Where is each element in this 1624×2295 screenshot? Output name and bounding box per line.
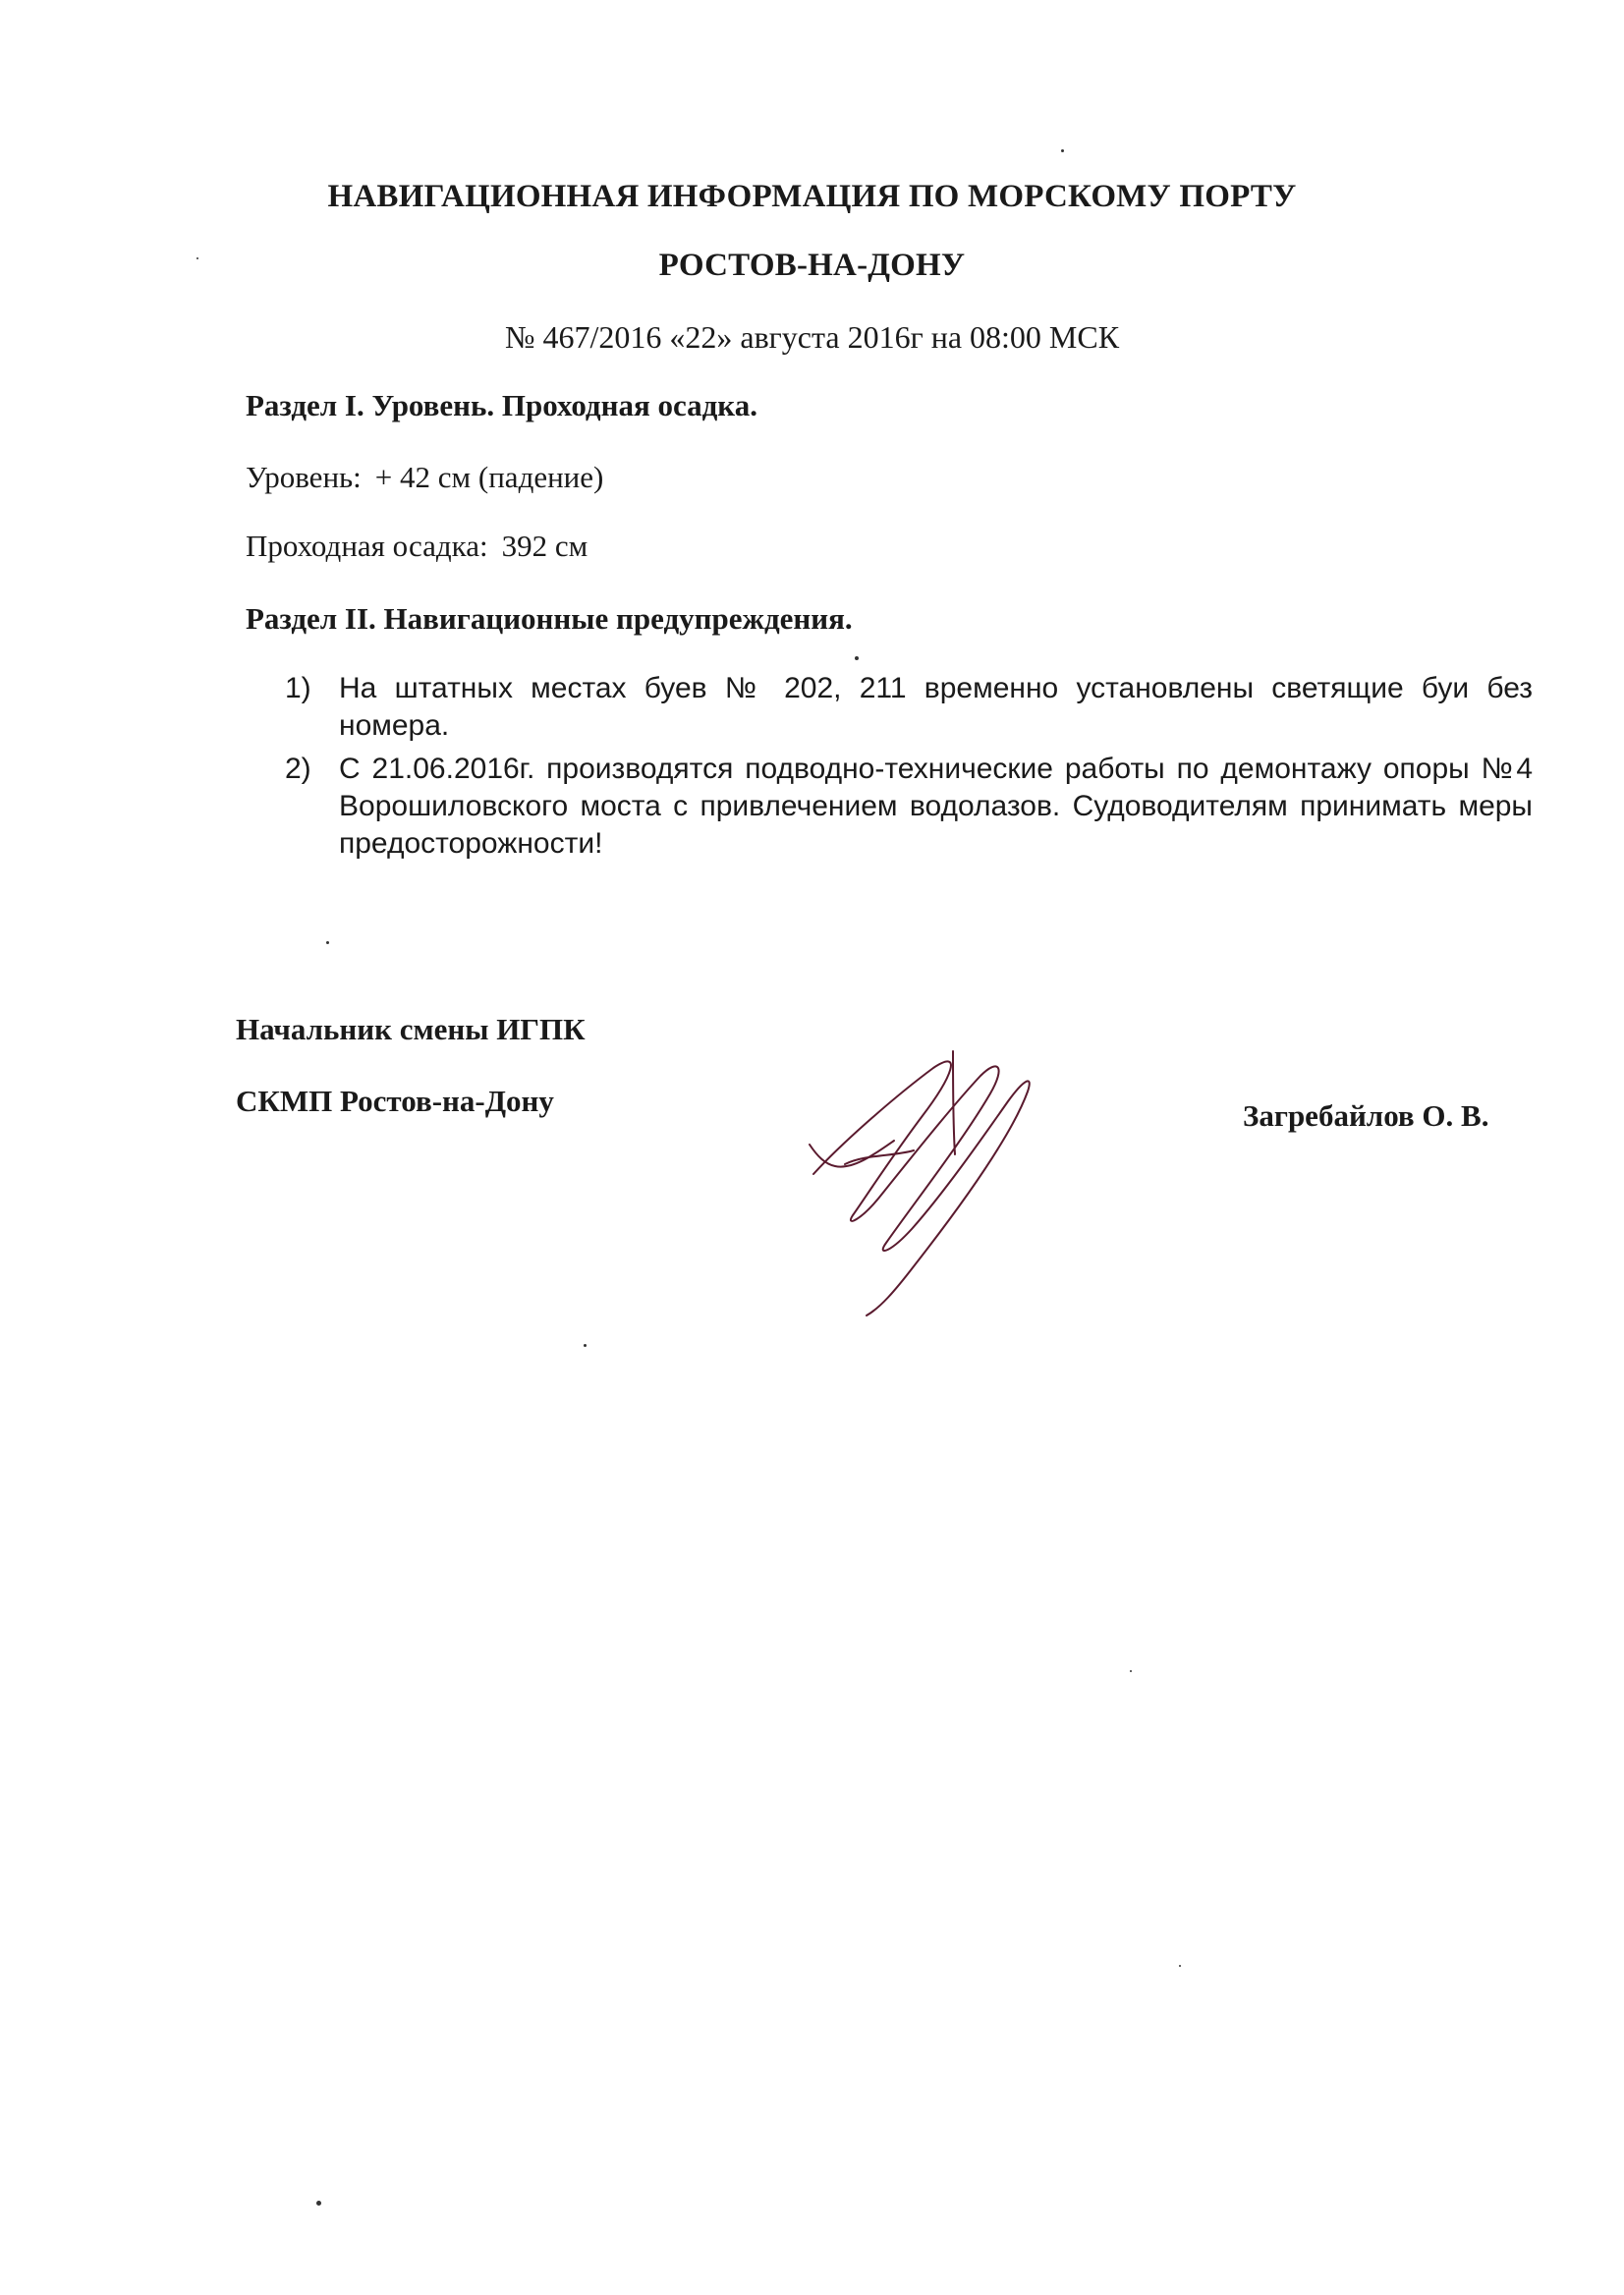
document-title-line1: НАВИГАЦИОННАЯ ИНФОРМАЦИЯ ПО МОРСКОМУ ПОРТУ: [327, 179, 1297, 214]
water-level-field: [246, 460, 603, 495]
section-1-heading: Раздел I. Уровень. Проходная осадка.: [246, 388, 757, 422]
signer-role-line2: СКМП Ростов-на-Дону: [236, 1084, 554, 1118]
warning-item: [285, 670, 1533, 745]
scan-speck: [584, 1344, 587, 1347]
scan-speck: [1061, 149, 1064, 152]
scan-speck: [855, 656, 859, 660]
handwritten-signature: [806, 1046, 1071, 1321]
warning-item: [285, 751, 1533, 863]
draft-label: Проходная осадка:: [246, 529, 488, 563]
scan-speck: [196, 257, 198, 259]
document-title-line2: РОСТОВ-НА-ДОНУ: [658, 248, 966, 283]
warning-number: 2): [285, 753, 311, 785]
document-number-date: № 467/2016 «22» августа 2016г на 08:00 МСК: [504, 319, 1120, 355]
water-level-value: + 42 см (падение): [374, 460, 604, 494]
warning-text: С 21.06.2016г. производятся подводно-технические работы по демонтажу опоры №4 Ворошиловского моста с привлечением водолазов. Судоводителям принимать меры предосторожности!: [339, 753, 1533, 860]
scan-speck: [316, 2201, 321, 2206]
scan-speck: [326, 941, 329, 944]
signer-name: Загребайлов О. В.: [1243, 1098, 1489, 1133]
water-level-label: Уровень:: [246, 460, 362, 494]
scan-speck: [1130, 1670, 1132, 1672]
signer-role-line1: Начальник смены ИГПК: [236, 1012, 586, 1046]
warning-number: 1): [285, 672, 311, 704]
draft-value: 392 см: [501, 529, 588, 563]
warning-text: На штатных местах буев № 202, 211 временно установлены светящие буи без номера.: [339, 672, 1533, 742]
draft-field: [246, 529, 588, 564]
scan-speck: [1179, 1965, 1181, 1967]
section-2-heading: Раздел II. Навигационные предупреждения.: [246, 601, 853, 636]
navigation-warnings-list: [285, 670, 1533, 868]
